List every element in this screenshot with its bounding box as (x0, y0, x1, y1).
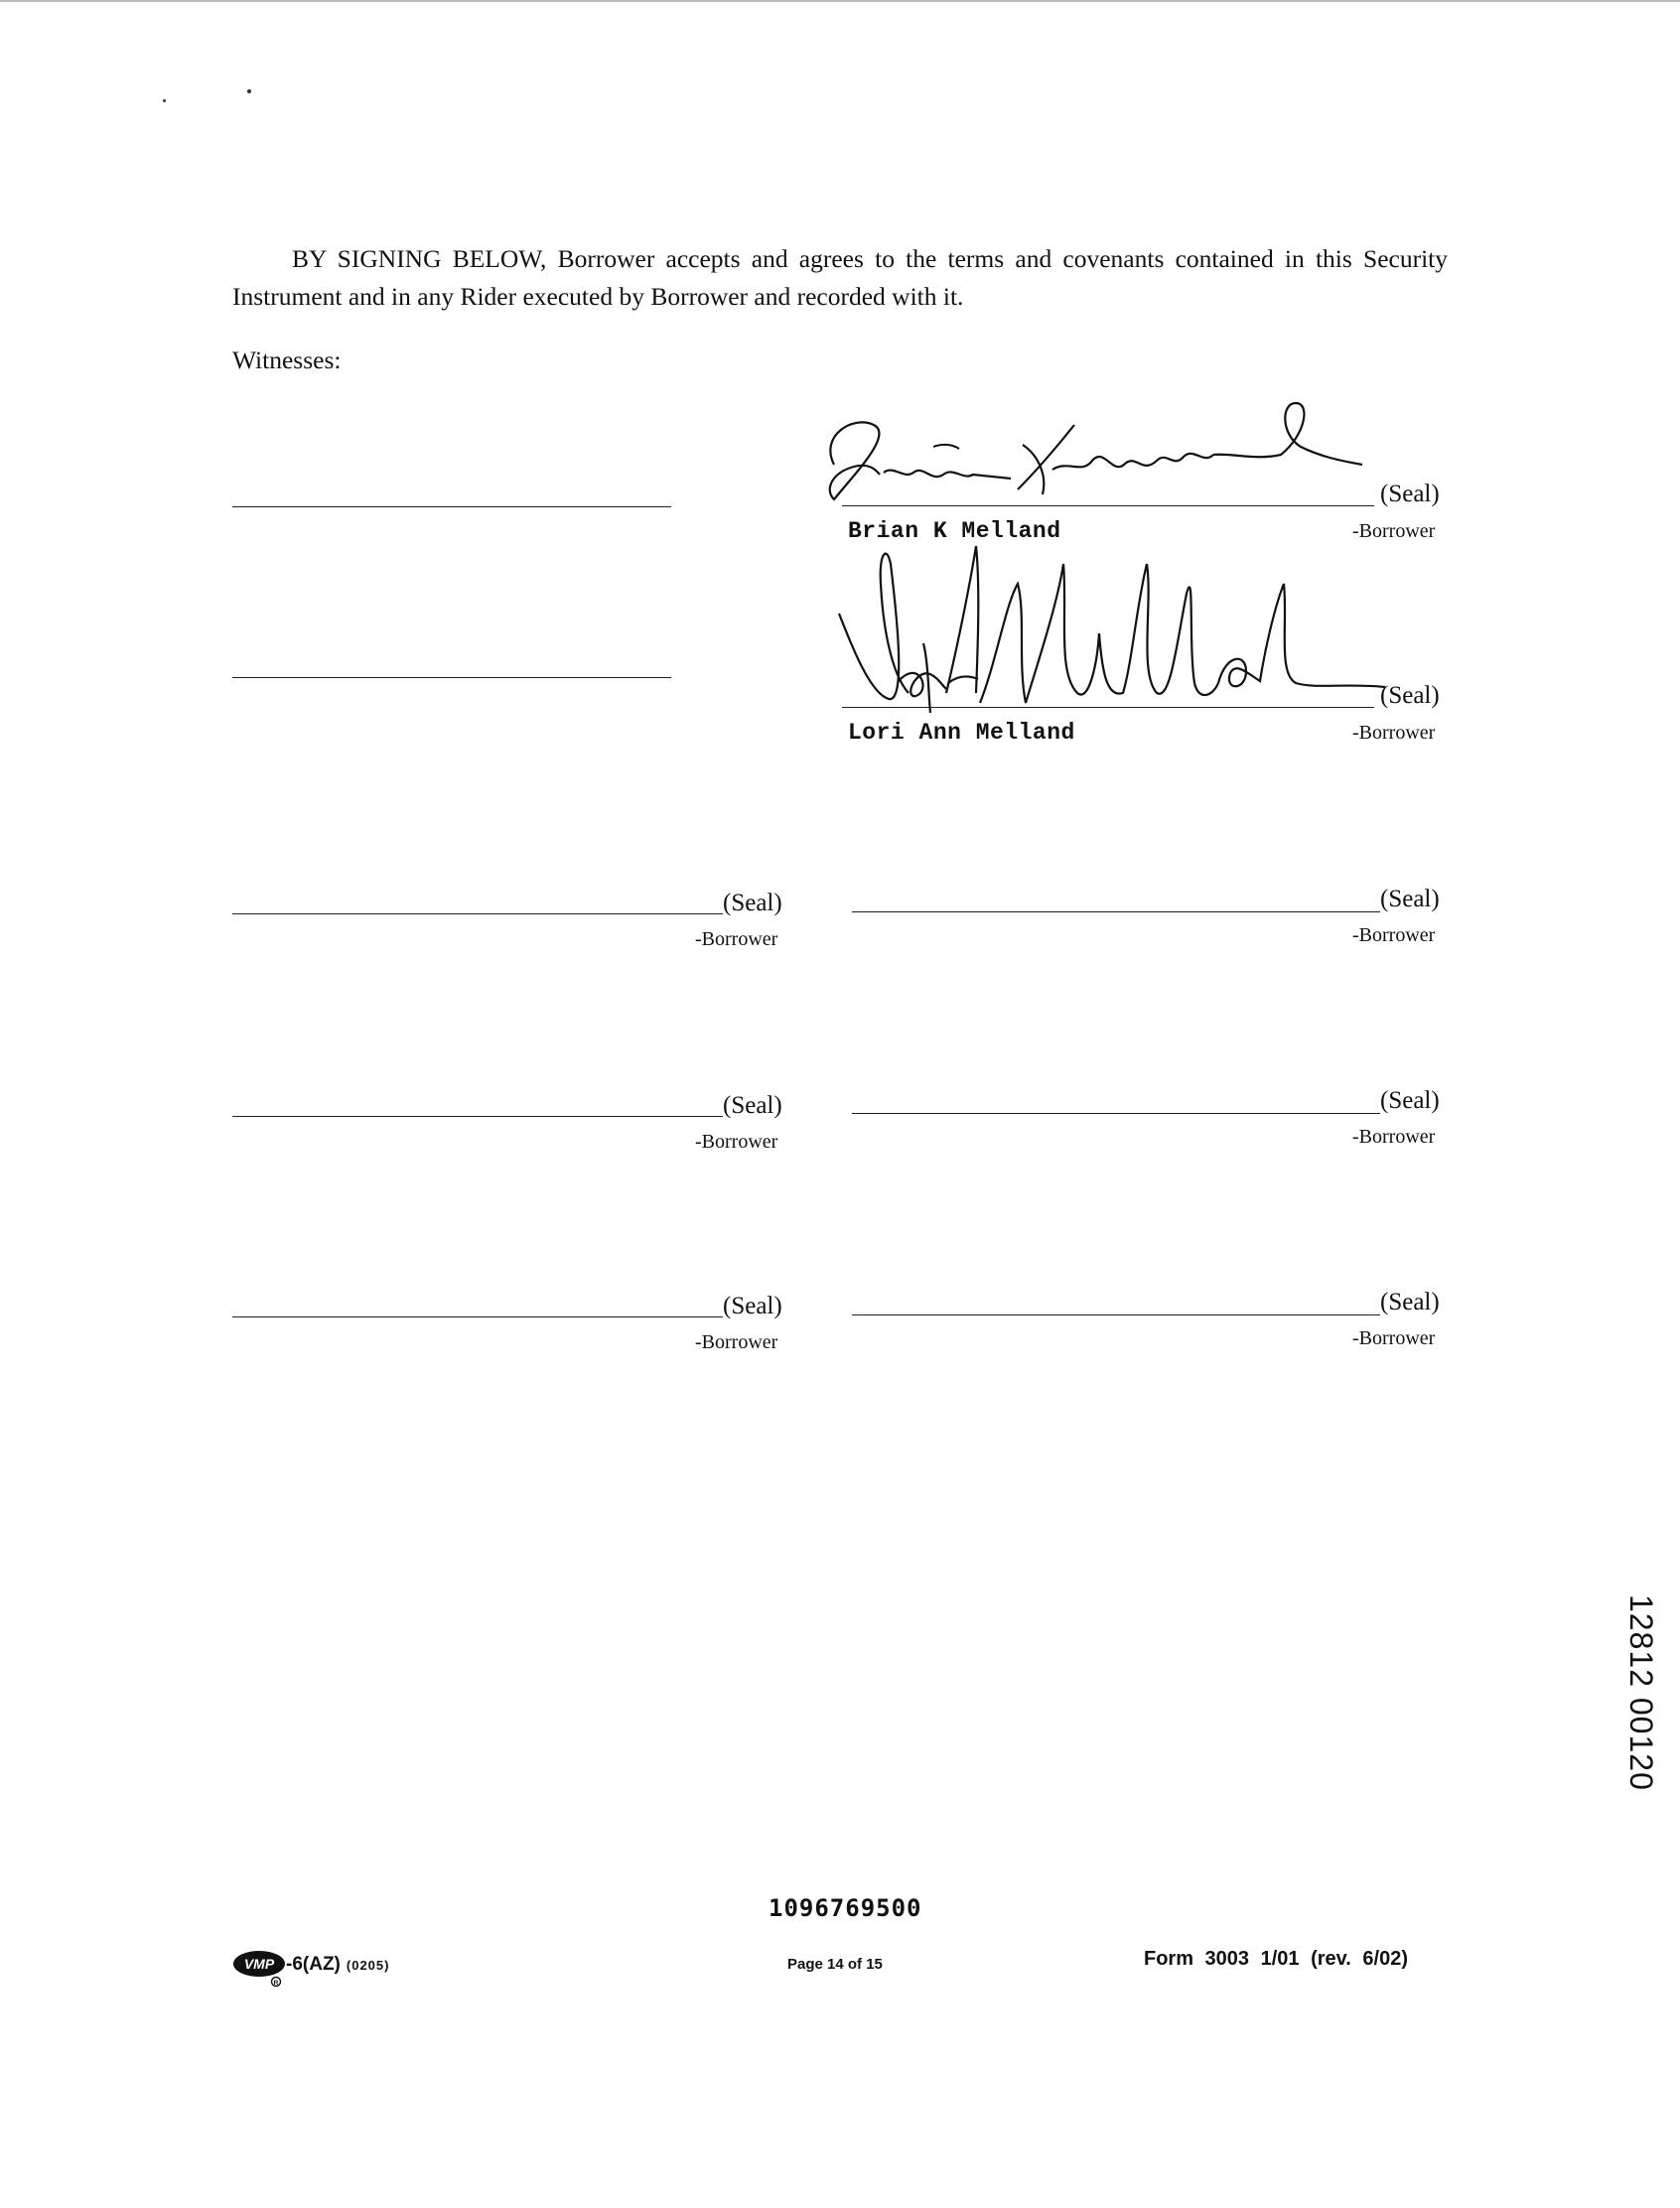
seal-label: (Seal) (723, 890, 782, 916)
vmp-form-mark (232, 1948, 431, 1988)
borrower-label: -Borrower (695, 1131, 778, 1153)
seal-label: (Seal) (1380, 1087, 1440, 1114)
vmp-logo-text: VMP (243, 1956, 275, 1972)
blank-signature-line[interactable] (852, 911, 1380, 912)
scan-speck (163, 99, 166, 102)
witness-line-1[interactable] (232, 506, 671, 507)
scan-speck (247, 89, 251, 93)
blank-signature-line[interactable] (232, 1116, 723, 1117)
blank-signature-line[interactable] (232, 913, 723, 914)
form-code (286, 1954, 389, 1976)
seal-label: (Seal) (723, 1092, 782, 1119)
recording-number-stamp (1620, 1594, 1660, 1872)
blank-signature-line[interactable] (852, 1113, 1380, 1114)
seal-label: (Seal) (1380, 481, 1440, 507)
borrower-label: -Borrower (1352, 520, 1436, 542)
handwritten-signature-lori (829, 544, 1395, 723)
witnesses-label: Witnesses: (232, 345, 342, 374)
form-identifier: Form 3003 1/01 (rev. 6/02) (1144, 1948, 1408, 1970)
loan-number: 1096769500 (769, 1894, 922, 1922)
blank-signature-line[interactable] (232, 1316, 723, 1317)
signing-statement (232, 240, 1448, 316)
signature-line-2[interactable] (842, 707, 1374, 708)
vmp-logo (232, 1948, 288, 1988)
borrower-label: -Borrower (695, 1331, 778, 1353)
borrower-label: -Borrower (1352, 1327, 1436, 1349)
borrower-label: -Borrower (695, 928, 778, 950)
signing-statement-text: BY SIGNING BELOW, Borrower accepts and agrees to the terms and covenants contained in this Security Instrument and in any Rider executed by Borrower and recorded with it. (232, 244, 1448, 311)
blank-signature-line[interactable] (852, 1314, 1380, 1315)
form-code-main: -6(AZ) (286, 1954, 341, 1975)
page-number: Page 14 of 15 (787, 1956, 883, 1973)
seal-label: (Seal) (1380, 886, 1440, 912)
seal-label: (Seal) (1380, 1289, 1440, 1315)
form-code-small: (0205) (346, 1958, 390, 1973)
signer-name: Brian K Melland (848, 518, 1061, 544)
seal-label: (Seal) (723, 1293, 782, 1319)
signature-line-1[interactable] (842, 505, 1374, 506)
scan-top-edge (0, 0, 1680, 2)
borrower-label: -Borrower (1352, 722, 1436, 744)
seal-label: (Seal) (1380, 682, 1440, 709)
stamp-text: 12812 00120 (1623, 1594, 1659, 1791)
borrower-label: -Borrower (1352, 1126, 1436, 1148)
witness-line-2[interactable] (232, 677, 671, 678)
handwritten-signature-brian (814, 395, 1370, 514)
signer-name: Lori Ann Melland (848, 720, 1075, 746)
svg-text:R: R (273, 1980, 279, 1987)
borrower-label: -Borrower (1352, 924, 1436, 946)
